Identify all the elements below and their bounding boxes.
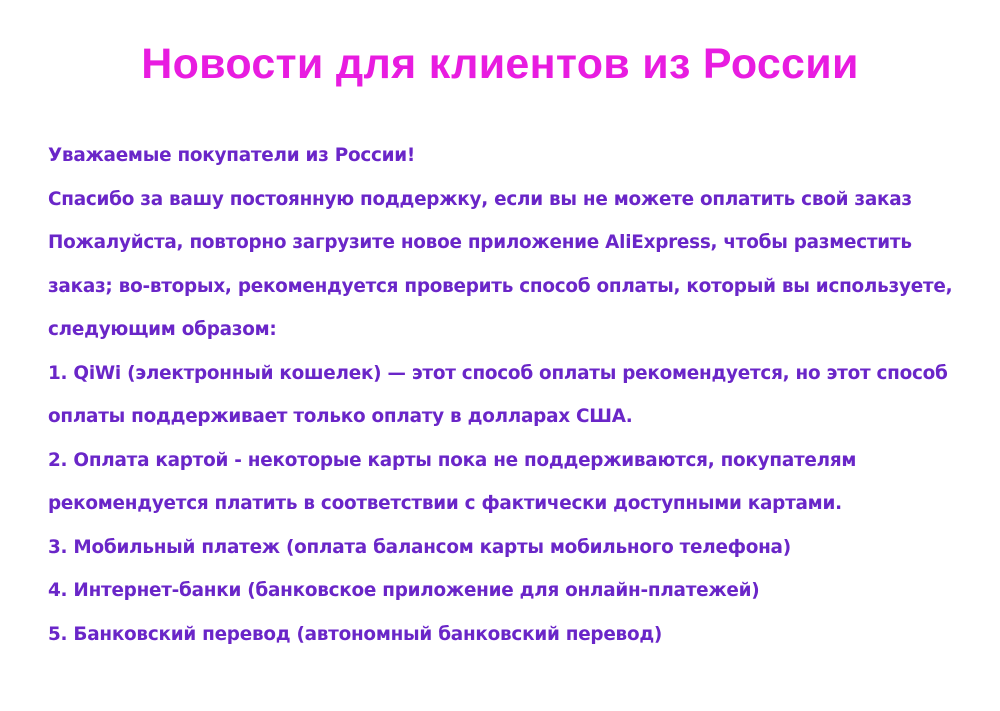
greeting-line: Уважаемые покупатели из России!	[48, 145, 416, 166]
list-item-bank-transfer: 5. Банковский перевод (автономный банковский перевод)	[48, 623, 663, 645]
announcement-body	[48, 134, 993, 656]
text-line: следующим образом:	[48, 319, 277, 340]
list-item-card-payment-continued: рекомендуется платить в соответствии с фактически доступными картами.	[48, 493, 842, 514]
text-line: Спасибо за вашу постоянную поддержку, если вы не можете оплатить свой заказ	[48, 188, 912, 210]
list-item-qiwi-continued: оплаты поддерживает только оплату в долларах США.	[48, 406, 633, 427]
list-item-qiwi: 1. QiWi (электронный кошелек) — этот способ оплаты рекомендуется, но этот способ	[48, 362, 948, 384]
page-title: Новости для клиентов из России	[141, 40, 859, 88]
list-item-card-payment: 2. Оплата картой - некоторые карты пока не поддерживаются, покупателям	[48, 449, 857, 471]
list-item-internet-banking: 4. Интернет-банки (банковское приложение для онлайн-платежей)	[48, 580, 760, 601]
text-line: заказ; во-вторых, рекомендуется проверить способ оплаты, который вы используете,	[48, 275, 953, 297]
text-line: Пожалуйста, повторно загрузите новое приложение AliExpress, чтобы разместить	[48, 232, 912, 253]
list-item-mobile-payment: 3. Мобильный платеж (оплата балансом карты мобильного телефона)	[48, 536, 791, 558]
